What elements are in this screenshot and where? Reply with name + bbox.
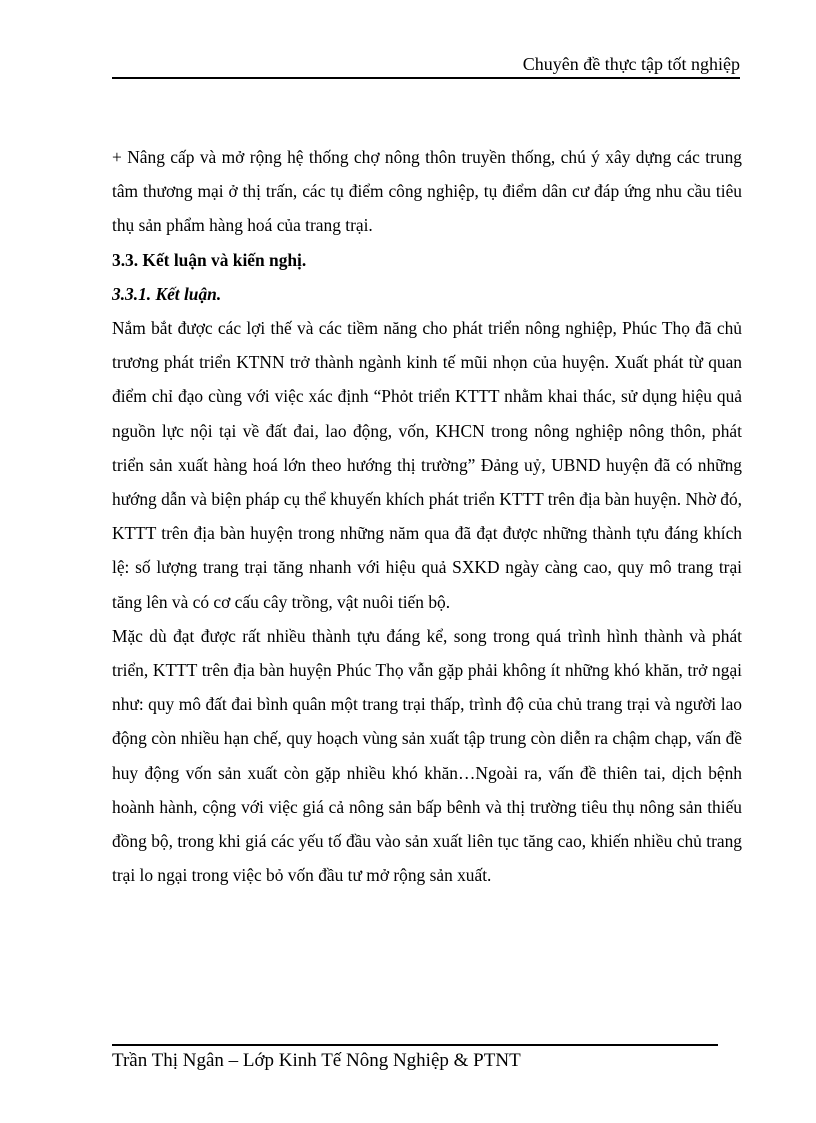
paragraph-achievements: Nắm bắt được các lợi thế và các tiềm năng cho phát triển nông nghiệp, Phúc Thọ đã chủ trương phát triển KTNN trở thành ngành kinh tế mũi nhọn của huyện. Xuất phát từ quan điểm chỉ đạo cùng với việc xác định “Phỏt triển KTTT nhằm khai thác, sử dụng hiệu quả nguồn lực nội tại về đất đai, lao động, vốn, KHCN trong nông nghiệp nông thôn, phát triển sản xuất hàng hoá lớn theo hướng thị trường” Đảng uỷ, UBND huyện đã có những hướng dẫn và biện pháp cụ thể khuyến khích phát triển KTTT trên địa bàn huyện. Nhờ đó, KTTT trên địa bàn huyện trong những năm qua đã đạt được những thành tựu đáng khích lệ: số lượng trang trại tăng nhanh với hiệu quả SXKD ngày càng cao, quy mô trang trại tăng lên và có cơ cấu cây trồng, vật nuôi tiến bộ. — [112, 318, 742, 612]
document-body — [112, 140, 742, 892]
header-divider — [112, 77, 740, 79]
paragraph-market-upgrade: + Nâng cấp và mở rộng hệ thống chợ nông thôn truyền thống, chú ý xây dựng các trung tâm thương mại ở thị trấn, các tụ điểm công nghiệp, tụ điểm dân cư đáp ứng nhu cầu tiêu thụ sản phẩm hàng hoá của trang trại. — [112, 147, 742, 236]
subsection-heading-3-3-1: 3.3.1. Kết luận. — [112, 283, 222, 304]
section-heading-3-3: 3.3. Kết luận và kiến nghị. — [112, 249, 307, 270]
footer-divider — [112, 1044, 718, 1046]
page-header-title: Chuyên đề thực tập tốt nghiệp — [522, 54, 740, 74]
paragraph-difficulties: Mặc dù đạt được rất nhiều thành tựu đáng kể, song trong quá trình hình thành và phát triển, KTTT trên địa bàn huyện Phúc Thọ vẫn gặp phải không ít những khó khăn, trở ngại như: quy mô đất đai bình quân một trang trại thấp, trình độ của chủ trang trại và người lao động còn nhiều hạn chế, quy hoạch vùng sản xuất tập trung còn diễn ra chậm chạp, vấn đề huy động vốn sản xuất còn gặp nhiều khó khăn…Ngoài ra, vấn đề thiên tai, dịch bệnh hoành hành, cộng với việc giá cả nông sản bấp bênh và thị trường tiêu thụ nông sản thiếu đồng bộ, trong khi giá các yếu tố đầu vào sản xuất liên tục tăng cao, khiến nhiều chủ trang trại lo ngại trong việc bỏ vốn đầu tư mở rộng sản xuất. — [112, 625, 742, 886]
page-footer-author: Trần Thị Ngân – Lớp Kinh Tế Nông Nghiệp & PTNT — [112, 1050, 521, 1071]
